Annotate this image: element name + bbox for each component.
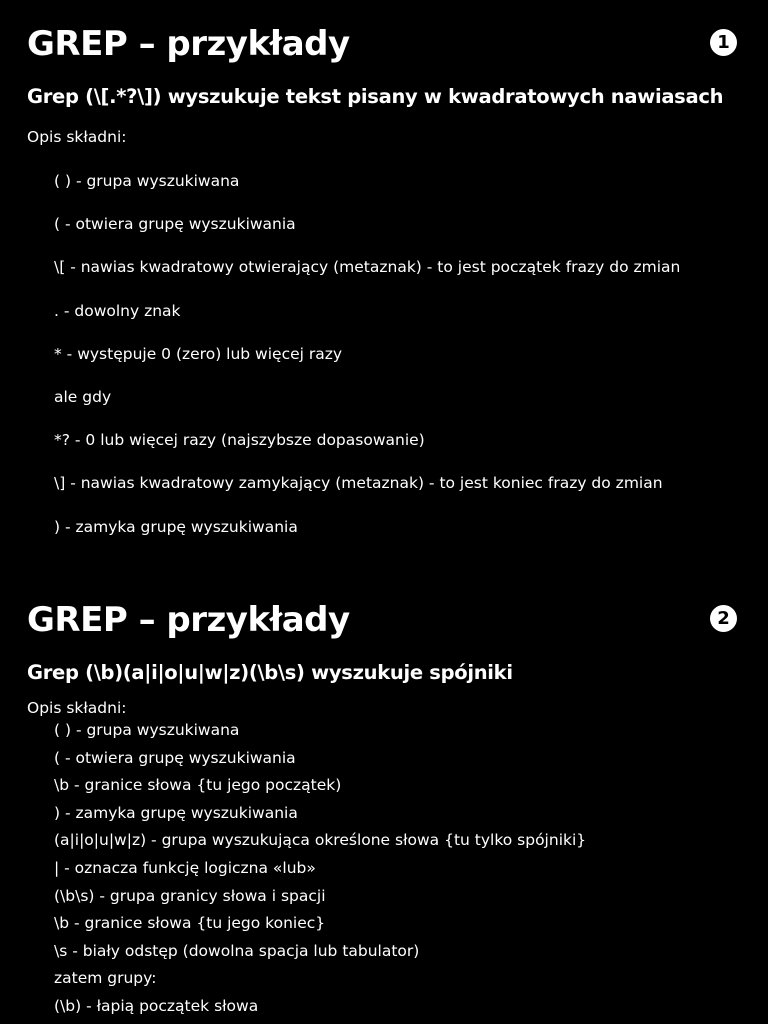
syntax-item: (\b) - łapią początek słowa — [54, 996, 259, 1015]
syntax-description-label: Opis składni: — [27, 128, 127, 146]
syntax-item: ) - zamyka grupę wyszukiwania — [54, 803, 298, 822]
syntax-item: ( ) - grupa wyszukiwana — [54, 172, 240, 190]
syntax-item: ) - zamyka grupę wyszukiwania — [54, 517, 298, 536]
syntax-item: \s - biały odstęp (dowolna spacja lub tabulator) — [54, 941, 420, 960]
syntax-item: \] - nawias kwadratowy zamykający (metaznak) - to jest koniec frazy do zmian — [54, 474, 663, 493]
grep-example-section-1 — [27, 18, 742, 555]
section-title: GREP – przykłady — [27, 600, 350, 640]
syntax-item: ( - otwiera grupę wyszukiwania — [54, 748, 296, 767]
syntax-item: *? - 0 lub więcej razy (najszybsze dopasowanie) — [54, 431, 425, 450]
syntax-item: \b - granice słowa {tu jego koniec} — [54, 914, 326, 933]
number-badge-icon: 2 — [710, 605, 737, 632]
grep-example-section-2 — [27, 594, 742, 1023]
syntax-item: | - oznacza funkcję logiczna «lub» — [54, 858, 316, 877]
syntax-item: (a|i|o|u|w|z) - grupa wyszukująca określone słowa {tu tylko spójniki} — [54, 831, 587, 850]
syntax-item: ( ) - grupa wyszukiwana — [54, 721, 240, 739]
section-subtitle: Grep (\b)(a|i|o|u|w|z)(\b\s) wyszukuje spójniki — [27, 661, 513, 684]
syntax-item: zatem grupy: — [54, 969, 157, 988]
section-title: GREP – przykłady — [27, 24, 350, 64]
syntax-item: \b - granice słowa {tu jego początek) — [54, 776, 342, 795]
syntax-list — [27, 719, 742, 1023]
syntax-item: (\b\s) - grupa granicy słowa i spacji — [54, 886, 326, 905]
syntax-list — [27, 166, 742, 555]
section-heading — [27, 594, 742, 646]
syntax-item: \[ - nawias kwadratowy otwierający (metaznak) - to jest początek frazy do zmian — [54, 258, 681, 277]
section-subtitle: Grep (\[.*?\]) wyszukuje tekst pisany w kwadratowych nawiasach — [27, 85, 724, 108]
syntax-description-label: Opis składni: — [27, 699, 127, 717]
syntax-item: * - występuje 0 (zero) lub więcej razy — [54, 344, 343, 363]
section-heading — [27, 18, 742, 70]
syntax-item: . - dowolny znak — [54, 301, 181, 320]
number-badge-icon: 1 — [710, 29, 737, 56]
syntax-item: ale gdy — [54, 387, 112, 406]
syntax-item: ( - otwiera grupę wyszukiwania — [54, 215, 296, 234]
